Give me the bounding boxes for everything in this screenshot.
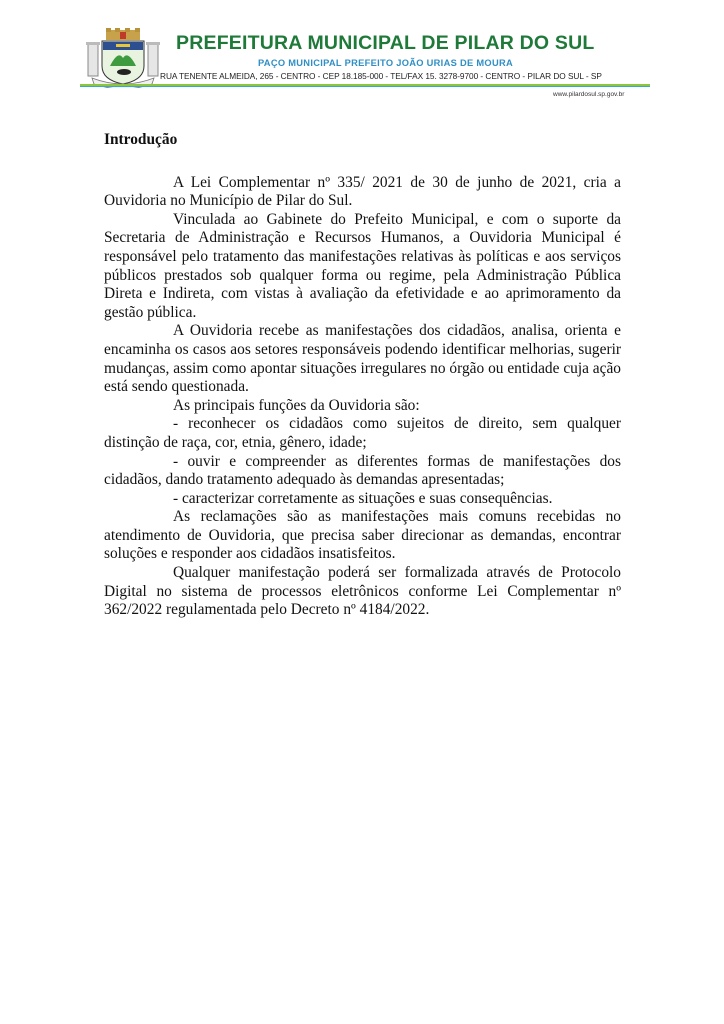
paragraph: A Ouvidoria recebe as manifestações dos cidadãos, analisa, orienta e encaminha os casos aos setores responsáveis podendo identificar melhorias, sugerir mudanças, assim como apontar situações irregulares no órgão ou entidade cuja ação está sendo questionada.	[104, 322, 621, 396]
document-body	[104, 131, 621, 620]
paragraph: A Lei Complementar nº 335/ 2021 de 30 de junho de 2021, cria a Ouvidoria no Município de Pilar do Sul.	[104, 173, 621, 210]
paragraph: Vinculada ao Gabinete do Prefeito Municipal, e com o suporte da Secretaria de Administração e Recursos Humanos, a Ouvidoria Municipal é responsável pelo tratamento das manifestações relativas às políticas e aos serviços públicos prestados sob qualquer forma ou regime, pela Administração Pública Direta e Indireta, com vistas à avaliação da efetividade e ao aprimoramento da gestão pública.	[104, 210, 621, 321]
header-website: www.pilardosul.sp.gov.br	[553, 91, 625, 98]
paragraph: Qualquer manifestação poderá ser formalizada através de Protocolo Digital no sistema de processos eletrônicos conforme Lei Complementar nº 362/2022 regulamentada pelo Decreto nº 4184/2022.	[104, 564, 621, 619]
municipal-coat-of-arms-icon	[78, 28, 168, 88]
section-heading: Introdução	[104, 131, 178, 148]
header-subtitle: PAÇO MUNICIPAL PREFEITO JOÃO URIAS DE MOURA	[258, 58, 513, 68]
list-item: - reconhecer os cidadãos como sujeitos de direito, sem qualquer distinção de raça, cor, etnia, gênero, idade;	[104, 415, 621, 451]
header-divider	[80, 84, 650, 87]
list-item: - ouvir e compreender as diferentes formas de manifestações dos cidadãos, dando tratamento adequado às demandas apresentadas;	[104, 452, 621, 489]
list-item: - caracterizar corretamente as situações e suas consequências.	[173, 489, 553, 507]
paragraph: As reclamações são as manifestações mais comuns recebidas no atendimento de Ouvidoria, que precisa saber direcionar as demandas, encontrar soluções e responder aos cidadãos insatisfeitos.	[104, 508, 621, 563]
paragraph: As principais funções da Ouvidoria são:	[173, 396, 420, 414]
header-address: RUA TENENTE ALMEIDA, 265 - CENTRO - CEP 18.185-000 - TEL/FAX 15. 3278-9700 - CENTRO - PILAR DO SUL - SP	[160, 71, 602, 81]
header-title: PREFEITURA MUNICIPAL DE PILAR DO SUL	[176, 32, 595, 54]
